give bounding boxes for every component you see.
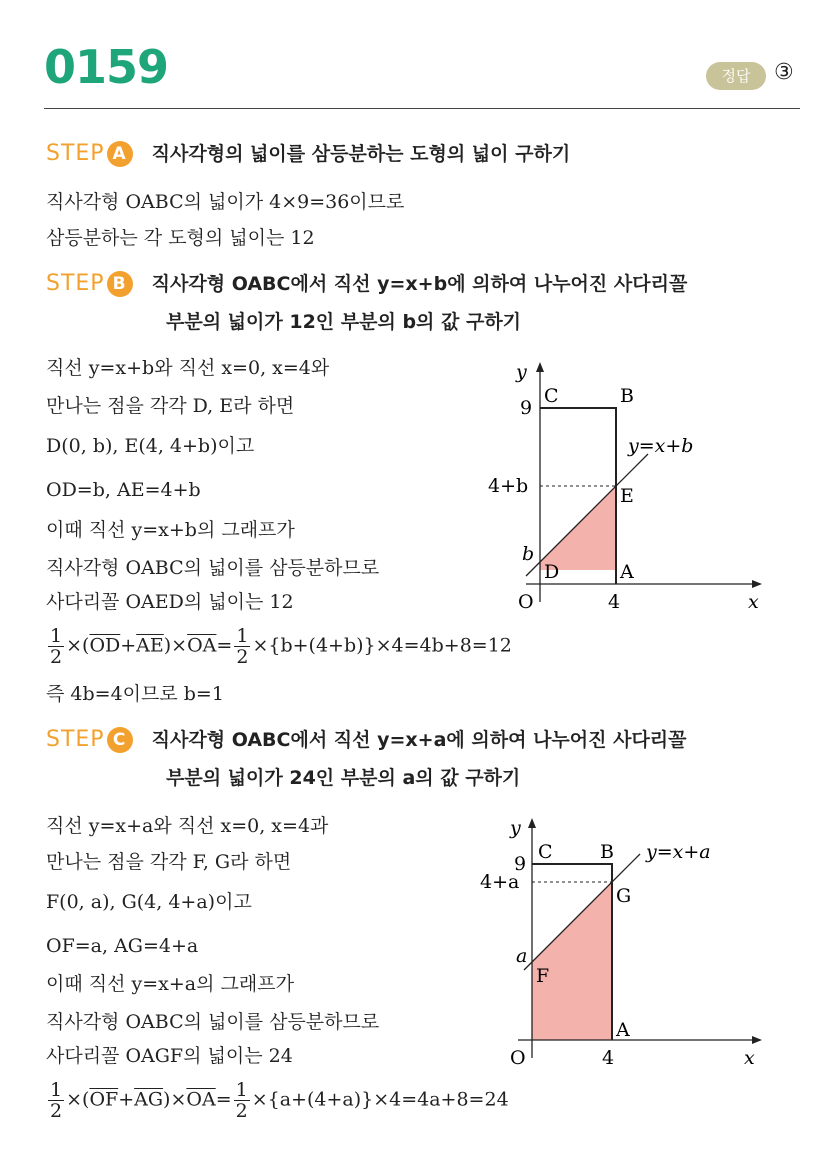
step-b-letter: B: [107, 271, 133, 297]
step-b-line-6: 직사각형 OABC의 넓이를 삼등분하므로: [46, 557, 380, 579]
step-b-heading: [46, 266, 687, 302]
graph-b-point-e: E: [620, 485, 634, 507]
step-a-heading: [46, 136, 570, 172]
answer-value: ③: [774, 60, 794, 85]
graph-c-y-tick-9: 9: [514, 853, 527, 875]
step-c-line-5: 이때 직선 y=x+a의 그래프가: [46, 973, 294, 995]
step-c-line-2: 만나는 점을 각각 F, G라 하면: [46, 851, 292, 873]
graph-c-x-label: x: [744, 1047, 755, 1069]
step-c-title-1: 직사각형 OABC에서 직선 y=x+a에 의하여 나누어진 사다리꼴: [151, 729, 687, 751]
graph-b-y-label: y: [516, 361, 527, 383]
step-c-line-6: 직사각형 OABC의 넓이를 삼등분하므로: [46, 1011, 380, 1033]
step-a-line-2: 삼등분하는 각 도형의 넓이는 12: [46, 227, 315, 249]
graph-c-point-b: B: [600, 841, 614, 863]
graph-b-point-d: D: [544, 561, 560, 583]
step-b-title-2: 부분의 넓이가 12인 부분의 b의 값 구하기: [166, 311, 522, 333]
graph-b-y-tick-low: b: [522, 543, 535, 565]
graph-b-origin: O: [518, 591, 534, 613]
problem-number: 0159: [44, 40, 169, 94]
graph-c-point-f: F: [536, 965, 550, 987]
step-b-conclusion: 즉 4b=4이므로 b=1: [46, 683, 224, 705]
step-b-line-5: 이때 직선 y=x+b의 그래프가: [46, 519, 295, 541]
step-c-line-4: OF=a, AG=4+a: [46, 935, 199, 957]
graph-c-point-g: G: [616, 885, 632, 907]
step-c-line-7: 사다리꼴 OAGF의 넓이는 24: [46, 1045, 293, 1067]
graph-c-y-label: y: [510, 817, 521, 839]
step-a-letter: A: [107, 141, 133, 167]
step-a-title: 직사각형의 넓이를 삼등분하는 도형의 넓이 구하기: [151, 143, 571, 165]
graph-c-point-c: C: [538, 841, 553, 863]
graph-b-x-tick: 4: [608, 591, 621, 613]
graph-c-line-label: y=x+a: [646, 841, 711, 863]
step-c-line-3: F(0, a), G(4, 4+a)이고: [46, 891, 252, 913]
answer-badge: 정답: [706, 62, 766, 90]
graph-c-point-a: A: [616, 1019, 630, 1041]
graph-b-line-label: y=x+b: [628, 435, 694, 457]
graph-b-trapezoid: [540, 486, 616, 570]
graph-c-trapezoid: [532, 882, 612, 1040]
step-b-line-2: 만나는 점을 각각 D, E라 하면: [46, 395, 295, 417]
step-c-letter: C: [107, 727, 133, 753]
graph-b-point-b: B: [620, 385, 634, 407]
graph-c-x-tick: 4: [602, 1047, 615, 1069]
graph-b-y-tick-9: 9: [520, 397, 533, 419]
graph-b-x-label: x: [748, 591, 759, 613]
graph-c-y-tick-mid: 4+a: [480, 871, 520, 893]
step-c-heading: [46, 722, 687, 758]
step-b-line-1: 직선 y=x+b와 직선 x=0, x=4와: [46, 357, 330, 379]
graph-b-point-c: C: [544, 385, 559, 407]
step-b-line-3: D(0, b), E(4, 4+b)이고: [46, 435, 255, 457]
graph-b: [470, 352, 770, 614]
graph-c: [470, 810, 770, 1072]
step-b-label: STEP B: [46, 271, 133, 296]
header-divider: [44, 108, 800, 109]
step-a-label: STEP A: [46, 141, 133, 166]
graph-c-y-tick-low: a: [516, 945, 528, 967]
step-b-title-1: 직사각형 OABC에서 직선 y=x+b에 의하여 나누어진 사다리꼴: [151, 273, 688, 295]
graph-c-origin: O: [510, 1047, 526, 1069]
step-a-line-1: 직사각형 OABC의 넓이가 4×9=36이므로: [46, 191, 405, 213]
step-b-line-4: OD=b, AE=4+b: [46, 479, 201, 501]
step-c-line-1: 직선 y=x+a와 직선 x=0, x=4과: [46, 815, 329, 837]
graph-b-point-a: A: [620, 561, 634, 583]
step-c-title-2: 부분의 넓이가 24인 부분의 a의 값 구하기: [166, 767, 521, 789]
step-b-line-7: 사다리꼴 OAED의 넓이는 12: [46, 591, 294, 613]
step-c-formula: $\frac{1}{2}$ $\times(\overline{OF}+\overline{AG})\times\overline{OA}=$ $\frac{1}{2}$ ×{a+(4+a)}×4=4a+8=24: [50, 1079, 509, 1122]
graph-b-y-tick-mid: 4+b: [488, 475, 529, 497]
step-c-label: STEP C: [46, 727, 133, 752]
step-b-formula: $\frac{1}{2}$ $\times(\overline{OD}+\overline{AE})\times\overline{OA}=$ $\frac{1}{2}$ ×{b+(4+b)}×4=4b+8=12: [50, 625, 512, 668]
